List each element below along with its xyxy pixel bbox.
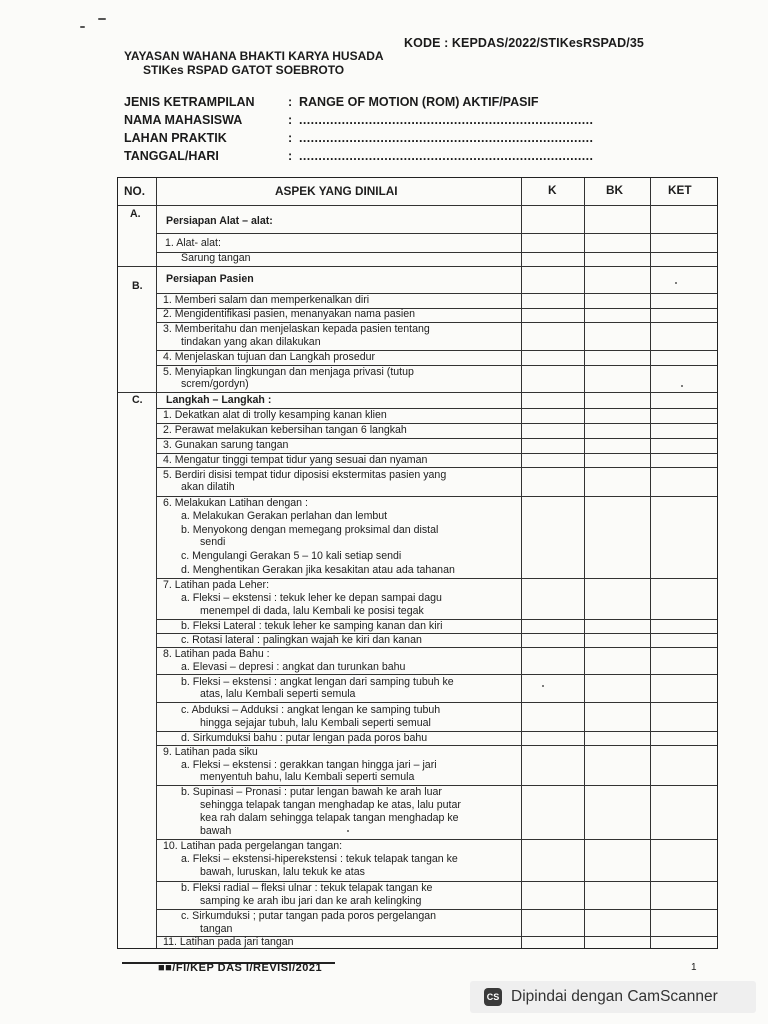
section-b-item: 4. Menjelaskan tujuan dan Langkah prosedur — [163, 351, 376, 363]
site-colon: : — [288, 131, 293, 145]
scan-mark — [80, 26, 85, 28]
step-item: 1. Dekatkan alat di trolly kesamping kanan klien — [163, 409, 387, 421]
step-item: 6. Melakukan Latihan dengan : — [163, 497, 308, 509]
step-subitem-continued: hingga sejajar tubuh, lalu Kembali seperti semual — [200, 717, 431, 729]
step-subitem: b. Menyokong dengan memegang proksimal dan distal — [181, 524, 439, 536]
step-subitem: b. Fleksi – ekstensi : angkat lengan dari samping tubuh ke — [181, 676, 454, 688]
step-subitem: b. Supinasi – Pronasi : putar lengan bawah ke arah luar — [181, 786, 442, 798]
section-a-item-detail: Sarung tangan — [181, 252, 251, 264]
step-subitem-continued: atas, lalu Kembali seperti semula — [200, 688, 356, 700]
institution-name: YAYASAN WAHANA BHAKTI KARYA HUSADA — [124, 49, 384, 63]
footer-form-code: ■■/FI/KEP DAS I/REVISI/2021 — [158, 962, 323, 974]
institution-school: STIKes RSPAD GATOT SOEBROTO — [143, 63, 345, 77]
section-b-title: Persiapan Pasien — [166, 273, 254, 285]
step-subitem: c. Sirkumduksi ; putar tangan pada poros pergelangan — [181, 910, 437, 922]
step-item: 8. Latihan pada Bahu : — [163, 648, 270, 660]
section-c-title: Langkah – Langkah : — [166, 394, 272, 406]
header-no: NO. — [124, 184, 145, 198]
step-subitem: a. Fleksi – ekstensi : gerakkan tangan hingga jari – jari — [181, 759, 437, 771]
step-item: 3. Gunakan sarung tangan — [163, 439, 289, 451]
section-b-item: 3. Memberitahu dan menjelaskan kepada pasien tentang — [163, 323, 430, 335]
step-subitem: c. Mengulangi Gerakan 5 – 10 kali setiap sendi — [181, 550, 402, 562]
student-colon: : — [288, 113, 293, 127]
section-b-item-continued: screm/gordyn) — [181, 378, 249, 390]
section-b-item: 2. Mengidentifikasi pasien, menanyakan nama pasien — [163, 308, 416, 320]
step-subitem-continued: kea rah dalam sehingga telapak tangan menghadap ke — [200, 812, 459, 824]
step-item: 11. Latihan pada jari tangan — [163, 936, 294, 948]
step-item: 9. Latihan pada siku — [163, 746, 258, 758]
step-subitem-continued: menempel di dada, lalu Kembali ke posisi tegak — [200, 605, 424, 617]
date-colon: : — [288, 149, 293, 163]
step-subitem: b. Fleksi radial – fleksi ulnar : tekuk telapak tangan ke — [181, 882, 433, 894]
scan-mark — [98, 18, 106, 20]
header-aspect: ASPEK YANG DINILAI — [275, 184, 398, 198]
header-bk: BK — [606, 183, 624, 197]
step-subitem-continued: samping ke arah ibu jari dan ke arah kelingking — [200, 895, 422, 907]
student-name-field[interactable]: ............................................................................ — [299, 113, 594, 127]
document-code: KODE : KEPDAS/2022/STIKesRSPAD/35 — [404, 36, 644, 50]
skill-value: RANGE OF MOTION (ROM) AKTIF/PASIF — [299, 95, 539, 109]
step-subitem: a. Fleksi – ekstensi-hiperekstensi : tekuk telapak tangan ke — [181, 853, 458, 865]
section-b-item-continued: tindakan yang akan dilakukan — [181, 336, 321, 348]
step-subitem: c. Rotasi lateral : palingkan wajah ke kiri dan kanan — [181, 634, 422, 646]
section-a-item: 1. Alat- alat: — [165, 237, 221, 249]
section-a-number: A. — [130, 208, 141, 220]
site-field[interactable]: ............................................................................ — [299, 131, 594, 145]
step-item: 2. Perawat melakukan kebersihan tangan 6 langkah — [163, 424, 407, 436]
scan-speck — [681, 385, 683, 387]
section-b-item: 5. Menyiapkan lingkungan dan menjaga privasi (tutup — [163, 366, 414, 378]
scan-speck — [347, 830, 349, 832]
page-number: 1 — [691, 962, 697, 973]
skill-colon: : — [288, 95, 293, 109]
camscanner-watermark — [470, 981, 756, 1013]
step-subitem-continued: menyentuh bahu, lalu Kembali seperti semula — [200, 771, 415, 783]
step-subitem: c. Abduksi – Adduksi : angkat lengan ke samping tubuh — [181, 704, 441, 716]
date-label: TANGGAL/HARI — [124, 149, 219, 163]
step-subitem: d. Menghentikan Gerakan jika kesakitan atau ada tahanan — [181, 564, 455, 576]
scan-speck — [542, 685, 544, 687]
camscanner-text: Dipindai dengan CamScanner — [511, 988, 718, 1005]
step-item: 4. Mengatur tinggi tempat tidur yang sesuai dan nyaman — [163, 454, 428, 466]
step-subitem-continued: sehingga telapak tangan menghadap ke atas, lalu putar — [200, 799, 461, 811]
step-subitem-continued: sendi — [200, 536, 226, 548]
step-subitem: d. Sirkumduksi bahu : putar lengan pada poros bahu — [181, 732, 428, 744]
scan-speck — [675, 282, 677, 284]
step-subitem: a. Fleksi – ekstensi : tekuk leher ke depan sampai dagu — [181, 592, 442, 604]
camscanner-logo-icon: CS — [484, 988, 502, 1006]
section-c-number: C. — [132, 394, 143, 406]
step-subitem: a. Elevasi – depresi : angkat dan turunkan bahu — [181, 661, 406, 673]
section-a-title: Persiapan Alat – alat: — [166, 215, 273, 227]
step-subitem-continued: bawah, luruskan, lalu tekuk ke atas — [200, 866, 365, 878]
step-subitem-continued: tangan — [200, 923, 233, 935]
step-subitem: a. Melakukan Gerakan perlahan dan lembut — [181, 510, 388, 522]
skill-label: JENIS KETRAMPILAN — [124, 95, 255, 109]
date-field[interactable]: ............................................................................ — [299, 149, 594, 163]
assessment-table — [117, 177, 718, 949]
step-item-continued: akan dilatih — [181, 481, 235, 493]
header-k: K — [548, 183, 557, 197]
header-ket: KET — [668, 183, 692, 197]
step-item: 5. Berdiri disisi tempat tidur diposisi ekstermitas pasien yang — [163, 469, 447, 481]
step-item: 10. Latihan pada pergelangan tangan: — [163, 840, 343, 852]
student-label: NAMA MAHASISWA — [124, 113, 243, 127]
site-label: LAHAN PRAKTIK — [124, 131, 227, 145]
step-item: 7. Latihan pada Leher: — [163, 579, 270, 591]
section-b-number: B. — [132, 280, 143, 292]
step-subitem-continued: bawah — [200, 825, 232, 837]
section-b-item: 1. Memberi salam dan memperkenalkan diri — [163, 294, 370, 306]
step-subitem: b. Fleksi Lateral : tekuk leher ke samping kanan dan kiri — [181, 620, 443, 632]
